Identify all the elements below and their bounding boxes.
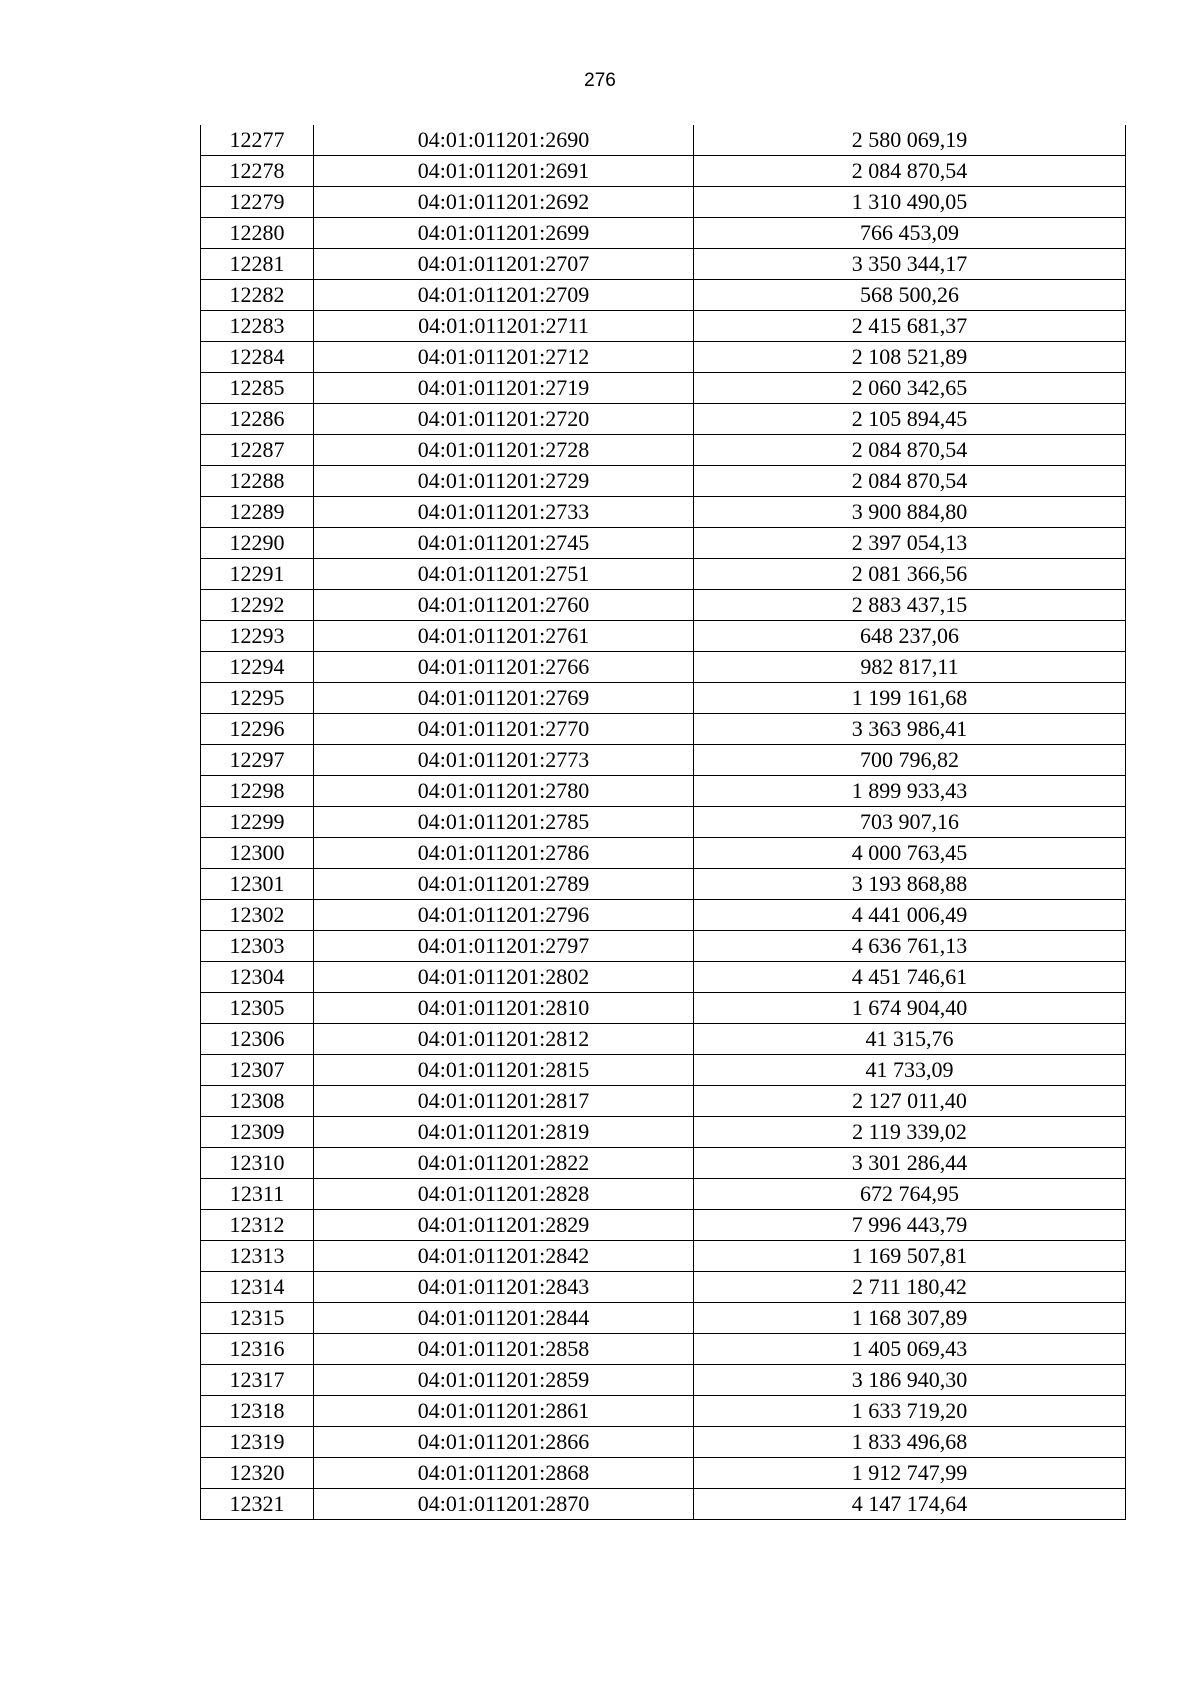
cadastral-number-cell: 04:01:011201:2859 bbox=[314, 1365, 694, 1396]
table-row bbox=[201, 683, 1126, 714]
cadastral-number-cell: 04:01:011201:2786 bbox=[314, 838, 694, 869]
cadastral-number-cell: 04:01:011201:2720 bbox=[314, 404, 694, 435]
cadastral-number-cell: 04:01:011201:2780 bbox=[314, 776, 694, 807]
cadastral-number-cell: 04:01:011201:2691 bbox=[314, 156, 694, 187]
cadastral-value-cell: 2 711 180,42 bbox=[694, 1272, 1126, 1303]
row-number-cell: 12319 bbox=[201, 1427, 314, 1458]
cadastral-number-cell: 04:01:011201:2712 bbox=[314, 342, 694, 373]
cadastral-number-cell: 04:01:011201:2785 bbox=[314, 807, 694, 838]
cadastral-value-cell: 41 315,76 bbox=[694, 1024, 1126, 1055]
table-body bbox=[201, 125, 1126, 1520]
table-row bbox=[201, 187, 1126, 218]
table-row bbox=[201, 1489, 1126, 1520]
table-row bbox=[201, 1117, 1126, 1148]
cadastral-number-cell: 04:01:011201:2815 bbox=[314, 1055, 694, 1086]
cadastral-number-cell: 04:01:011201:2812 bbox=[314, 1024, 694, 1055]
table-row bbox=[201, 962, 1126, 993]
cadastral-value-cell: 4 636 761,13 bbox=[694, 931, 1126, 962]
cadastral-number-cell: 04:01:011201:2766 bbox=[314, 652, 694, 683]
cadastral-number-cell: 04:01:011201:2861 bbox=[314, 1396, 694, 1427]
cadastral-number-cell: 04:01:011201:2797 bbox=[314, 931, 694, 962]
table-row bbox=[201, 559, 1126, 590]
cadastral-value-cell: 4 451 746,61 bbox=[694, 962, 1126, 993]
cadastral-number-cell: 04:01:011201:2868 bbox=[314, 1458, 694, 1489]
row-number-cell: 12318 bbox=[201, 1396, 314, 1427]
table-row bbox=[201, 869, 1126, 900]
row-number-cell: 12297 bbox=[201, 745, 314, 776]
cadastral-value-cell: 4 147 174,64 bbox=[694, 1489, 1126, 1520]
row-number-cell: 12299 bbox=[201, 807, 314, 838]
row-number-cell: 12312 bbox=[201, 1210, 314, 1241]
cadastral-value-cell: 1 833 496,68 bbox=[694, 1427, 1126, 1458]
table-row bbox=[201, 528, 1126, 559]
cadastral-number-cell: 04:01:011201:2844 bbox=[314, 1303, 694, 1334]
row-number-cell: 12288 bbox=[201, 466, 314, 497]
cadastral-number-cell: 04:01:011201:2866 bbox=[314, 1427, 694, 1458]
table-row bbox=[201, 1148, 1126, 1179]
cadastral-number-cell: 04:01:011201:2810 bbox=[314, 993, 694, 1024]
row-number-cell: 12277 bbox=[201, 125, 314, 156]
cadastral-number-cell: 04:01:011201:2789 bbox=[314, 869, 694, 900]
cadastral-number-cell: 04:01:011201:2709 bbox=[314, 280, 694, 311]
cadastral-number-cell: 04:01:011201:2769 bbox=[314, 683, 694, 714]
table-row bbox=[201, 1055, 1126, 1086]
table-row bbox=[201, 1210, 1126, 1241]
cadastral-number-cell: 04:01:011201:2858 bbox=[314, 1334, 694, 1365]
cadastral-value-cell: 2 081 366,56 bbox=[694, 559, 1126, 590]
row-number-cell: 12298 bbox=[201, 776, 314, 807]
row-number-cell: 12311 bbox=[201, 1179, 314, 1210]
row-number-cell: 12321 bbox=[201, 1489, 314, 1520]
cadastral-value-cell: 4 441 006,49 bbox=[694, 900, 1126, 931]
cadastral-number-cell: 04:01:011201:2829 bbox=[314, 1210, 694, 1241]
cadastral-value-cell: 672 764,95 bbox=[694, 1179, 1126, 1210]
data-table bbox=[200, 125, 1126, 1520]
table-row bbox=[201, 807, 1126, 838]
cadastral-number-cell: 04:01:011201:2751 bbox=[314, 559, 694, 590]
table-row bbox=[201, 435, 1126, 466]
cadastral-number-cell: 04:01:011201:2796 bbox=[314, 900, 694, 931]
cadastral-value-cell: 766 453,09 bbox=[694, 218, 1126, 249]
cadastral-number-cell: 04:01:011201:2842 bbox=[314, 1241, 694, 1272]
table-row bbox=[201, 652, 1126, 683]
cadastral-value-cell: 2 108 521,89 bbox=[694, 342, 1126, 373]
cadastral-value-cell: 2 397 054,13 bbox=[694, 528, 1126, 559]
cadastral-value-cell: 2 415 681,37 bbox=[694, 311, 1126, 342]
row-number-cell: 12305 bbox=[201, 993, 314, 1024]
table-row bbox=[201, 621, 1126, 652]
table-row bbox=[201, 466, 1126, 497]
cadastral-value-cell: 2 060 342,65 bbox=[694, 373, 1126, 404]
cadastral-value-cell: 568 500,26 bbox=[694, 280, 1126, 311]
row-number-cell: 12302 bbox=[201, 900, 314, 931]
cadastral-value-cell: 1 310 490,05 bbox=[694, 187, 1126, 218]
cadastral-value-cell: 1 405 069,43 bbox=[694, 1334, 1126, 1365]
row-number-cell: 12300 bbox=[201, 838, 314, 869]
cadastral-value-cell: 1 633 719,20 bbox=[694, 1396, 1126, 1427]
row-number-cell: 12280 bbox=[201, 218, 314, 249]
row-number-cell: 12316 bbox=[201, 1334, 314, 1365]
cadastral-value-cell: 3 363 986,41 bbox=[694, 714, 1126, 745]
row-number-cell: 12314 bbox=[201, 1272, 314, 1303]
table-row bbox=[201, 125, 1126, 156]
cadastral-value-cell: 2 119 339,02 bbox=[694, 1117, 1126, 1148]
table-row bbox=[201, 714, 1126, 745]
cadastral-value-cell: 3 900 884,80 bbox=[694, 497, 1126, 528]
row-number-cell: 12310 bbox=[201, 1148, 314, 1179]
cadastral-number-cell: 04:01:011201:2729 bbox=[314, 466, 694, 497]
cadastral-value-cell: 1 912 747,99 bbox=[694, 1458, 1126, 1489]
cadastral-number-cell: 04:01:011201:2822 bbox=[314, 1148, 694, 1179]
table-row bbox=[201, 311, 1126, 342]
cadastral-value-cell: 648 237,06 bbox=[694, 621, 1126, 652]
row-number-cell: 12304 bbox=[201, 962, 314, 993]
table-row bbox=[201, 1086, 1126, 1117]
row-number-cell: 12287 bbox=[201, 435, 314, 466]
table-row bbox=[201, 1179, 1126, 1210]
table-row bbox=[201, 280, 1126, 311]
row-number-cell: 12315 bbox=[201, 1303, 314, 1334]
cadastral-number-cell: 04:01:011201:2870 bbox=[314, 1489, 694, 1520]
cadastral-value-cell: 2 084 870,54 bbox=[694, 435, 1126, 466]
table-row bbox=[201, 404, 1126, 435]
cadastral-value-cell: 4 000 763,45 bbox=[694, 838, 1126, 869]
row-number-cell: 12279 bbox=[201, 187, 314, 218]
cadastral-value-cell: 1 899 933,43 bbox=[694, 776, 1126, 807]
cadastral-number-cell: 04:01:011201:2843 bbox=[314, 1272, 694, 1303]
cadastral-value-cell: 703 907,16 bbox=[694, 807, 1126, 838]
cadastral-value-cell: 2 084 870,54 bbox=[694, 156, 1126, 187]
cadastral-value-cell: 1 674 904,40 bbox=[694, 993, 1126, 1024]
cadastral-number-cell: 04:01:011201:2745 bbox=[314, 528, 694, 559]
cadastral-value-cell: 2 084 870,54 bbox=[694, 466, 1126, 497]
row-number-cell: 12292 bbox=[201, 590, 314, 621]
table-row bbox=[201, 342, 1126, 373]
cadastral-value-cell: 3 193 868,88 bbox=[694, 869, 1126, 900]
row-number-cell: 12307 bbox=[201, 1055, 314, 1086]
cadastral-value-cell: 3 186 940,30 bbox=[694, 1365, 1126, 1396]
table-row bbox=[201, 931, 1126, 962]
table-row bbox=[201, 1365, 1126, 1396]
cadastral-number-cell: 04:01:011201:2802 bbox=[314, 962, 694, 993]
cadastral-number-cell: 04:01:011201:2699 bbox=[314, 218, 694, 249]
cadastral-number-cell: 04:01:011201:2692 bbox=[314, 187, 694, 218]
row-number-cell: 12291 bbox=[201, 559, 314, 590]
table-row bbox=[201, 156, 1126, 187]
table-row bbox=[201, 1334, 1126, 1365]
cadastral-number-cell: 04:01:011201:2707 bbox=[314, 249, 694, 280]
cadastral-value-cell: 41 733,09 bbox=[694, 1055, 1126, 1086]
table-row bbox=[201, 373, 1126, 404]
table-row bbox=[201, 1427, 1126, 1458]
cadastral-value-cell: 2 883 437,15 bbox=[694, 590, 1126, 621]
cadastral-number-cell: 04:01:011201:2711 bbox=[314, 311, 694, 342]
row-number-cell: 12320 bbox=[201, 1458, 314, 1489]
table-row bbox=[201, 1272, 1126, 1303]
row-number-cell: 12303 bbox=[201, 931, 314, 962]
table-row bbox=[201, 497, 1126, 528]
row-number-cell: 12282 bbox=[201, 280, 314, 311]
table-row bbox=[201, 1024, 1126, 1055]
cadastral-number-cell: 04:01:011201:2828 bbox=[314, 1179, 694, 1210]
cadastral-number-cell: 04:01:011201:2819 bbox=[314, 1117, 694, 1148]
row-number-cell: 12278 bbox=[201, 156, 314, 187]
row-number-cell: 12295 bbox=[201, 683, 314, 714]
row-number-cell: 12284 bbox=[201, 342, 314, 373]
row-number-cell: 12293 bbox=[201, 621, 314, 652]
cadastral-number-cell: 04:01:011201:2761 bbox=[314, 621, 694, 652]
cadastral-value-cell: 3 301 286,44 bbox=[694, 1148, 1126, 1179]
table-row bbox=[201, 1458, 1126, 1489]
row-number-cell: 12290 bbox=[201, 528, 314, 559]
cadastral-value-cell: 2 580 069,19 bbox=[694, 125, 1126, 156]
cadastral-number-cell: 04:01:011201:2817 bbox=[314, 1086, 694, 1117]
row-number-cell: 12283 bbox=[201, 311, 314, 342]
table-row bbox=[201, 1303, 1126, 1334]
table-row bbox=[201, 218, 1126, 249]
row-number-cell: 12281 bbox=[201, 249, 314, 280]
cadastral-number-cell: 04:01:011201:2719 bbox=[314, 373, 694, 404]
table-row bbox=[201, 838, 1126, 869]
row-number-cell: 12285 bbox=[201, 373, 314, 404]
table-row bbox=[201, 993, 1126, 1024]
cadastral-value-table bbox=[200, 125, 1125, 1520]
table-row bbox=[201, 776, 1126, 807]
table-row bbox=[201, 249, 1126, 280]
table-row bbox=[201, 745, 1126, 776]
table-row bbox=[201, 590, 1126, 621]
page-number: 276 bbox=[584, 70, 616, 91]
cadastral-number-cell: 04:01:011201:2760 bbox=[314, 590, 694, 621]
cadastral-number-cell: 04:01:011201:2733 bbox=[314, 497, 694, 528]
row-number-cell: 12286 bbox=[201, 404, 314, 435]
cadastral-number-cell: 04:01:011201:2690 bbox=[314, 125, 694, 156]
row-number-cell: 12306 bbox=[201, 1024, 314, 1055]
table-row bbox=[201, 1396, 1126, 1427]
cadastral-value-cell: 700 796,82 bbox=[694, 745, 1126, 776]
cadastral-value-cell: 2 127 011,40 bbox=[694, 1086, 1126, 1117]
cadastral-number-cell: 04:01:011201:2728 bbox=[314, 435, 694, 466]
table-row bbox=[201, 1241, 1126, 1272]
row-number-cell: 12301 bbox=[201, 869, 314, 900]
row-number-cell: 12294 bbox=[201, 652, 314, 683]
cadastral-value-cell: 1 199 161,68 bbox=[694, 683, 1126, 714]
row-number-cell: 12313 bbox=[201, 1241, 314, 1272]
cadastral-value-cell: 1 169 507,81 bbox=[694, 1241, 1126, 1272]
row-number-cell: 12317 bbox=[201, 1365, 314, 1396]
cadastral-value-cell: 2 105 894,45 bbox=[694, 404, 1126, 435]
cadastral-value-cell: 982 817,11 bbox=[694, 652, 1126, 683]
table-row bbox=[201, 900, 1126, 931]
cadastral-value-cell: 3 350 344,17 bbox=[694, 249, 1126, 280]
row-number-cell: 12308 bbox=[201, 1086, 314, 1117]
cadastral-value-cell: 1 168 307,89 bbox=[694, 1303, 1126, 1334]
cadastral-number-cell: 04:01:011201:2773 bbox=[314, 745, 694, 776]
cadastral-value-cell: 7 996 443,79 bbox=[694, 1210, 1126, 1241]
row-number-cell: 12289 bbox=[201, 497, 314, 528]
row-number-cell: 12309 bbox=[201, 1117, 314, 1148]
cadastral-number-cell: 04:01:011201:2770 bbox=[314, 714, 694, 745]
row-number-cell: 12296 bbox=[201, 714, 314, 745]
